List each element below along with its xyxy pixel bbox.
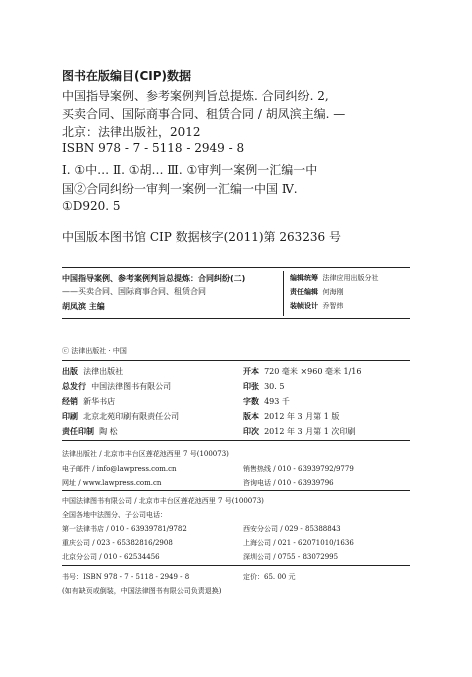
distributor-intro: 全国各地中法图分、子公司电话： [62,511,167,519]
branch-contact: 深圳公司 / 0755 - 83072995 [243,553,339,561]
book-subtitle: ——买卖合同、国际商事合同、租赁合同 [62,287,206,296]
footer-note: (如有缺页或倒装，中国法律图书有限公司负责退换) [62,587,222,595]
pub-print-supervisor: 责任印制 陶 松 [62,427,118,436]
pub-edition: 版本 2012 年 3 月第 1 版 [243,412,340,421]
book-editor: 胡凤滨 主编 [62,302,105,311]
branch-contact: 第一法律书店 / 010 - 63939781/9782 [62,525,187,533]
title-vertical-rule [283,271,284,316]
pub-distributor: 总发行 中国法律图书有限公司 [62,382,172,391]
branch-contact: 北京分公司 / 010 - 62534456 [62,553,160,561]
pub-format: 开本 720 毫米 ×960 毫米 1/16 [243,367,362,376]
copyright-notice: ⓒ 法律出版社 · 中国 [62,347,127,355]
footer-isbn: 书号：ISBN 978 - 7 - 5118 - 2949 - 8 [62,573,190,581]
title-rule-bottom [62,318,410,319]
contact-rule [62,490,410,491]
branch-contact: 重庆公司 / 023 - 65382816/2908 [62,539,173,547]
credit-value: 法律应用出版分社 [322,274,379,282]
credit-label: 责任编辑 [290,288,318,296]
pub-printer: 印刷 北京北苑印刷有限责任公司 [62,412,180,421]
credit-editor [290,287,343,297]
publisher-website: 网址 / www.lawpress.com.cn [62,479,162,487]
pub-publisher: 出版 法律出版社 [62,367,124,376]
publisher-email: 电子邮件 / info@lawpress.com.cn [62,465,177,473]
pub-rule-bottom [62,440,410,441]
publisher-consult: 咨询电话 / 010 - 63939796 [243,479,334,487]
credit-designer [290,301,343,311]
publisher-sales: 销售热线 / 010 - 63939792/9779 [243,465,354,473]
footer-price: 定价：65. 00 元 [243,573,296,581]
cip-line-1: 中国指导案例、参考案例判旨总提炼. 合同纠纷. 2, [62,89,329,103]
cip-line-2: 买卖合同、国际商事合同、租赁合同 / 胡凤滨主编. — [62,107,346,121]
credit-value: 乔智炜 [322,302,344,310]
publisher-address: 法律出版社 / 北京市丰台区莲花池西里 7 号(100073) [62,450,229,458]
branch-contact: 上海公司 / 021 - 62071010/1636 [243,539,354,547]
cip-line-3: 北京：法律出版社，2012 [62,125,201,139]
credit-value: 何海刚 [322,288,344,296]
pub-sheets: 印张 30. 5 [243,382,285,391]
cip-line-7: ①D920. 5 [62,199,121,213]
cip-isbn: ISBN 978 - 7 - 5118 - 2949 - 8 [62,141,245,155]
book-title: 中国指导案例、参考案例判旨总提炼：合同纠纷(二) [62,274,246,283]
credit-label: 编辑统筹 [290,274,318,282]
pub-wordcount: 字数 493 千 [243,397,290,406]
pub-rule-top [62,360,410,361]
title-rule-top [62,267,410,268]
footer-rule [62,565,410,566]
branch-contact: 西安分公司 / 029 - 85388843 [243,525,341,533]
cip-heading: 图书在版编目(CIP)数据 [62,69,192,83]
pub-impression: 印次 2012 年 3 月第 1 次印刷 [243,427,356,436]
pub-seller: 经销 新华书店 [62,397,116,406]
cip-line-5: Ⅰ. ①中… Ⅱ. ①胡… Ⅲ. ①审判一案例一汇编一中 [62,163,318,177]
cip-number: 中国版本图书馆 CIP 数据核字(2011)第 263236 号 [62,230,341,244]
credit-label: 装帧设计 [290,302,318,310]
distributor-address: 中国法律图书有限公司 / 北京市丰台区莲花池西里 7 号(100073) [62,497,264,505]
credit-coordinator [290,273,378,283]
cip-line-6: 国②合同纠纷一审判一案例一汇编一中国 Ⅳ. [62,182,298,196]
